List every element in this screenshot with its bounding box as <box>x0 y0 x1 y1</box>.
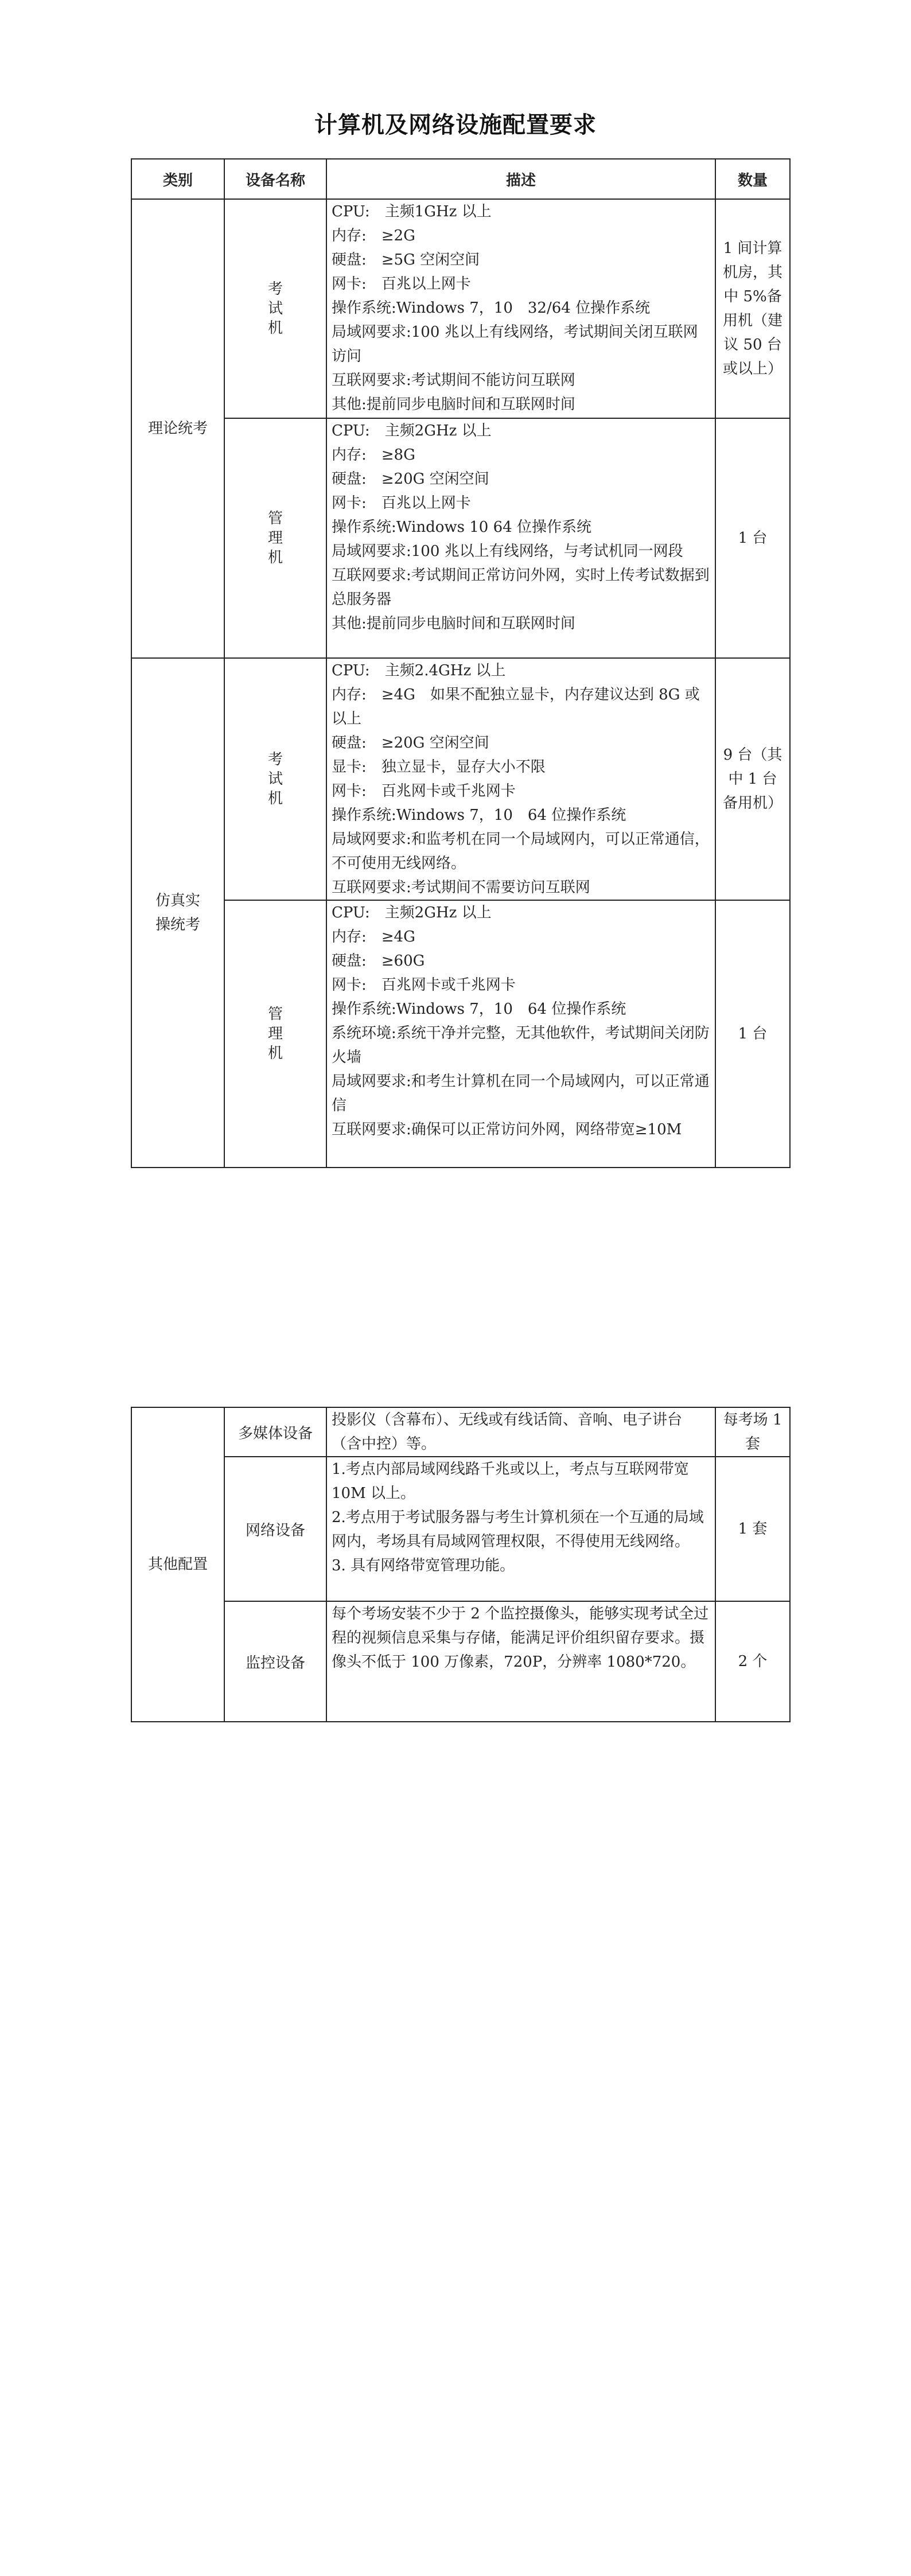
desc-line: 系统环境:系统干净并完整，无其他软件，考试期间关闭防火墙 <box>332 1025 710 1066</box>
description-cell <box>326 1457 715 1601</box>
desc-line: 内存: ≥2G <box>332 227 415 244</box>
quantity-cell <box>715 1407 790 1457</box>
description-cell <box>326 900 715 1168</box>
desc-line: 局域网要求:100 兆以上有线网络，考试期间关闭互联网访问 <box>332 324 698 365</box>
table-row <box>131 1601 790 1722</box>
table-row <box>131 658 790 900</box>
description-cell <box>326 658 715 900</box>
desc-line: 内存: ≥8G <box>332 446 415 464</box>
device-sim-admin: 管理机 <box>267 1006 283 1062</box>
header-category: 类别 <box>131 159 224 199</box>
device-network: 网络设备 <box>245 1522 305 1539</box>
category-cell <box>131 658 224 1168</box>
header-description: 描述 <box>326 159 715 199</box>
device-cell <box>224 1601 326 1722</box>
quantity-sim-exam: 9 台（其中 1 台备用机） <box>722 746 782 812</box>
desc-line: 网卡: 百兆以上网卡 <box>332 495 471 512</box>
description-cell <box>326 1601 715 1722</box>
device-multimedia: 多媒体设备 <box>238 1425 313 1442</box>
description-cell <box>326 199 715 418</box>
description-cell <box>326 418 715 658</box>
description-cell <box>326 1407 715 1457</box>
device-sim-exam: 考试机 <box>267 751 283 807</box>
desc-line: 显卡: 独立显卡，显存大小不限 <box>332 758 546 776</box>
quantity-network: 1 套 <box>738 1520 768 1538</box>
desc-line: 硬盘: ≥5G 空闲空间 <box>332 251 480 269</box>
quantity-cell <box>715 418 790 658</box>
table-row <box>131 900 790 1168</box>
desc-line: 硬盘: ≥20G 空闲空间 <box>332 470 489 488</box>
device-cell <box>224 199 326 418</box>
quantity-sim-admin: 1 台 <box>738 1025 768 1042</box>
quantity-cell <box>715 1457 790 1601</box>
category-other: 其他配置 <box>147 1556 208 1573</box>
device-cell <box>224 418 326 658</box>
desc-line: 2.考点用于考试服务器与考生计算机须在一个互通的局域网内，考场具有局域网管理权限，不得使用无线网络。 <box>332 1509 704 1550</box>
desc-line: 内存: ≥4G <box>332 928 415 945</box>
header-device: 设备名称 <box>224 159 326 199</box>
quantity-theory-admin: 1 台 <box>738 530 768 547</box>
desc-line: CPU: 主频2.4GHz 以上 <box>332 662 506 679</box>
device-monitor: 监控设备 <box>245 1654 305 1672</box>
category-cell <box>131 1407 224 1722</box>
desc-line: 每个考场安装不少于 2 个监控摄像头，能够实现考试全过程的视频信息采集与存储，能满足评价组织留存要求。摄像头不低于 100 万像素，720P，分辨率 1080*720。 <box>332 1605 709 1671</box>
desc-line: 操作系统:Windows 7，10 64 位操作系统 <box>332 1001 626 1018</box>
quantity-monitor: 2 个 <box>738 1653 768 1670</box>
desc-line: 硬盘: ≥20G 空闲空间 <box>332 734 489 752</box>
desc-line: 局域网要求:和考生计算机在同一个局域网内，可以正常通信 <box>332 1073 710 1114</box>
desc-line: 互联网要求:考试期间不能访问互联网 <box>332 372 575 389</box>
config-table-other <box>131 1407 791 1722</box>
config-table-main <box>131 158 791 1168</box>
desc-line: CPU: 主频2GHz 以上 <box>332 422 492 439</box>
desc-line: 操作系统:Windows 7，10 64 位操作系统 <box>332 807 626 824</box>
desc-line: 内存: ≥4G 如果不配独立显卡，内存建议达到 8G 或以上 <box>332 686 700 727</box>
device-cell <box>224 658 326 900</box>
desc-line: CPU: 主频2GHz 以上 <box>332 904 492 921</box>
quantity-cell <box>715 658 790 900</box>
desc-line: 硬盘: ≥60G <box>332 952 425 970</box>
quantity-multimedia: 每考场 1 套 <box>723 1411 782 1453</box>
desc-line: 其他:提前同步电脑时间和互联网时间 <box>332 615 575 632</box>
desc-line: 投影仪（含幕布）、无线或有线话筒、音响、电子讲台（含中控）等。 <box>332 1411 683 1453</box>
desc-line: 局域网要求:和监考机在同一个局域网内，可以正常通信，不可使用无线网络。 <box>332 831 710 872</box>
desc-line: 其他:提前同步电脑时间和互联网时间 <box>332 396 575 413</box>
category-theory: 理论统考 <box>147 420 208 437</box>
device-cell <box>224 1407 326 1457</box>
quantity-cell <box>715 199 790 418</box>
quantity-cell <box>715 1601 790 1722</box>
quantity-cell <box>715 900 790 1168</box>
desc-line: 互联网要求:考试期间不需要访问互联网 <box>332 879 590 896</box>
device-cell <box>224 900 326 1168</box>
desc-line: 操作系统:Windows 10 64 位操作系统 <box>332 519 591 536</box>
desc-line: 互联网要求:确保可以正常访问外网，网络带宽≥10M <box>332 1121 682 1138</box>
table-row <box>131 418 790 658</box>
desc-line: 互联网要求:考试期间正常访问外网，实时上传考试数据到总服务器 <box>332 567 710 608</box>
table-row <box>131 1407 790 1457</box>
desc-line: 网卡: 百兆以上网卡 <box>332 275 471 293</box>
quantity-theory-exam: 1 间计算机房，其中 5%备用机（建议 50 台或以上） <box>722 240 782 378</box>
device-theory-admin: 管理机 <box>267 510 283 566</box>
table-header-row <box>131 159 790 199</box>
page-title: 计算机及网络设施配置要求 <box>314 112 597 138</box>
device-cell <box>224 1457 326 1601</box>
desc-line: 3. 具有网络带宽管理功能。 <box>332 1557 515 1574</box>
category-cell <box>131 199 224 658</box>
desc-line: 局域网要求:100 兆以上有线网络，与考试机同一网段 <box>332 543 683 560</box>
desc-line: 网卡: 百兆网卡或千兆网卡 <box>332 783 516 800</box>
header-quantity: 数量 <box>715 159 790 199</box>
desc-line: 操作系统:Windows 7，10 32/64 位操作系统 <box>332 299 651 317</box>
table-row <box>131 199 790 418</box>
desc-line: 网卡: 百兆网卡或千兆网卡 <box>332 976 516 994</box>
desc-line: CPU: 主频1GHz 以上 <box>332 203 492 220</box>
category-simulation: 仿真实操统考 <box>155 892 200 933</box>
desc-line: 1.考点内部局域网线路千兆或以上，考点与互联网带宽 10M 以上。 <box>332 1461 689 1502</box>
table-row <box>131 1457 790 1601</box>
device-theory-exam: 考试机 <box>267 281 283 337</box>
